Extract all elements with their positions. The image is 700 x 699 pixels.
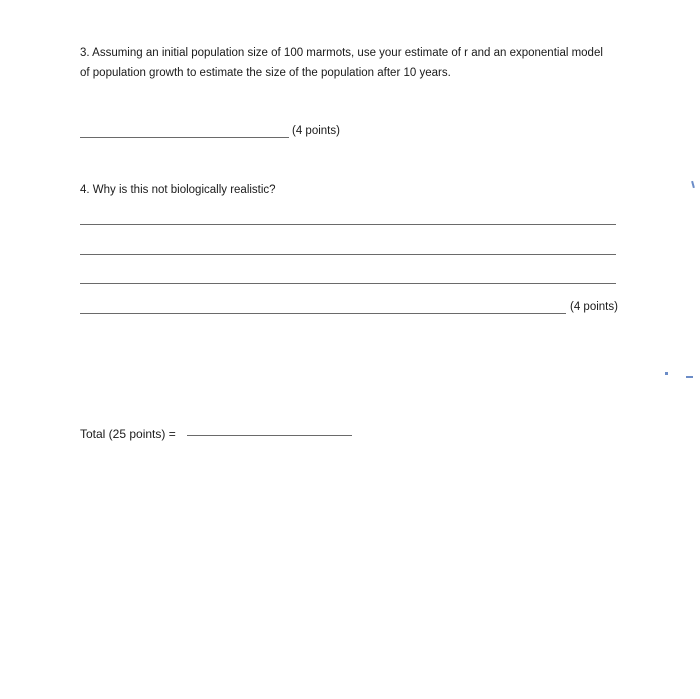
margin-mark xyxy=(665,372,668,375)
question-3-answer-line[interactable] xyxy=(80,137,289,138)
question-4-answer-line-2[interactable] xyxy=(80,254,616,255)
question-4-answer-line-3[interactable] xyxy=(80,283,616,284)
question-4-answer-line-1[interactable] xyxy=(80,224,616,225)
total-label: Total (25 points) = xyxy=(80,427,176,441)
total-answer-line[interactable] xyxy=(187,435,352,436)
question-3-text-line-1: 3. Assuming an initial population size of 100 marmots, use your estimate of r and an exponential model xyxy=(80,47,603,59)
question-4-prompt: 4. Why is this not biologically realistic? xyxy=(80,184,276,196)
question-4-answer-line-4[interactable] xyxy=(80,313,566,314)
margin-mark xyxy=(686,376,693,378)
question-3-points: (4 points) xyxy=(292,125,340,137)
question-4-points: (4 points) xyxy=(570,301,618,313)
margin-mark xyxy=(691,181,695,188)
question-3-text-line-2: of population growth to estimate the size of the population after 10 years. xyxy=(80,67,451,79)
